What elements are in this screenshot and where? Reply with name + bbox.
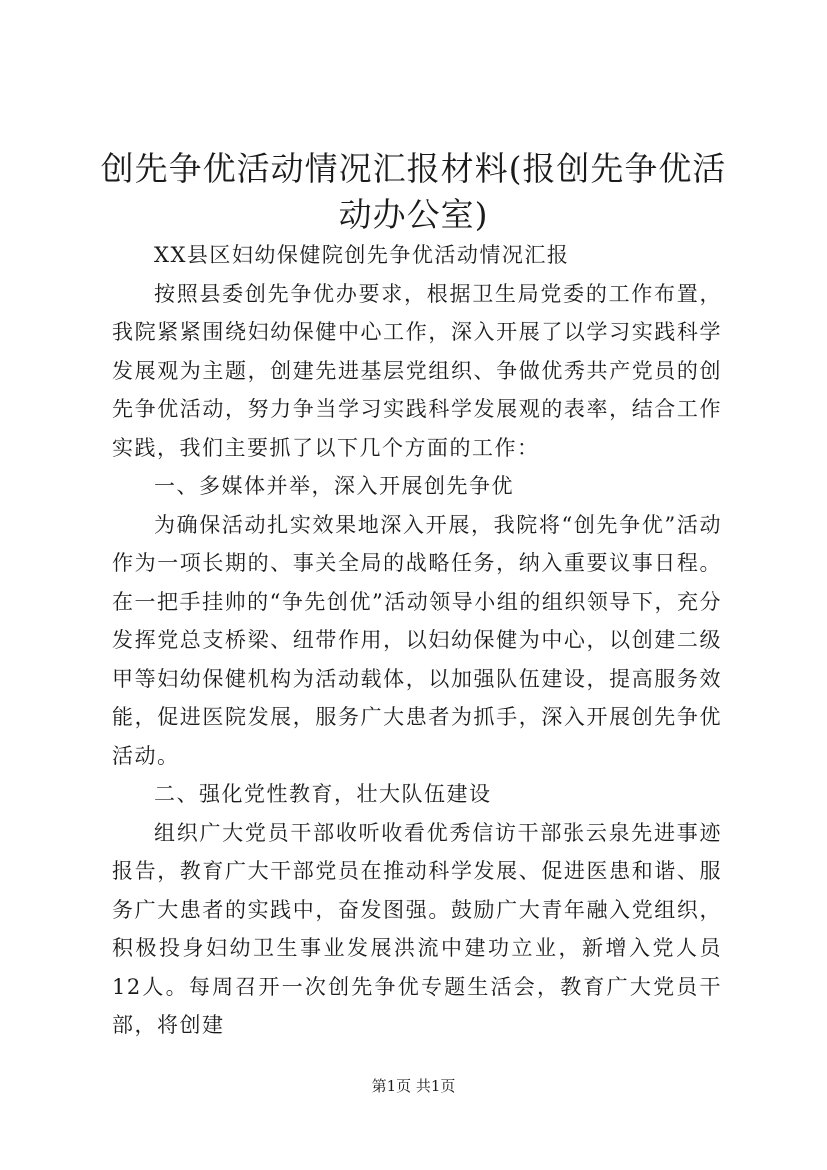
- section-heading-1: 一、多媒体并举，深入开展创先争优: [154, 474, 514, 498]
- section-paragraph-2: 组织广大党员干部收听收看优秀信访干部张云泉先进事迹报告，教育广大干部党员在推动科学发展、促进医患和谐、服务广大患者的实践中，奋发图强。鼓励广大青年融入党组织，积极投身妇幼卫生事业发展洪流中建功立业，新增入党人员12人。每周召开一次创先争优专题生活会，教育广大党员干部，将创建: [112, 820, 722, 1037]
- document-title: 创先争优活动情况汇报材料(报创先争优活动办公室): [100, 149, 727, 234]
- intro-paragraph: 按照县委创先争优办要求，根据卫生局党委的工作布置，我院紧紧围绕妇幼保健中心工作，深入开展了以学习实践科学发展观为主题，创建先进基层党组织、争做优秀共产党员的创先争优活动，努力争当学习实践科学发展观的表率，结合工作实践，我们主要抓了以下几个方面的工作：: [112, 281, 722, 460]
- section-paragraph-1: 为确保活动扎实效果地深入开展，我院将“创先争优”活动作为一项长期的、事关全局的战略任务，纳入重要议事日程。在一把手挂帅的“争先创优”活动领导小组的组织领导下，充分发挥党总支桥梁、纽带作用，以妇幼保健为中心，以创建二级甲等妇幼保健机构为活动载体，以加强队伍建设，提高服务效能，促进医院发展，服务广大患者为抓手，深入开展创先争优活动。: [112, 512, 722, 768]
- subtitle-paragraph: XX县区妇幼保健院创先争优活动情况汇报: [154, 243, 570, 267]
- section-heading-2: 二、强化党性教育，壮大队伍建设: [154, 782, 492, 806]
- page-footer: 第1页 共1页: [371, 1077, 456, 1095]
- document-body: [112, 236, 722, 1045]
